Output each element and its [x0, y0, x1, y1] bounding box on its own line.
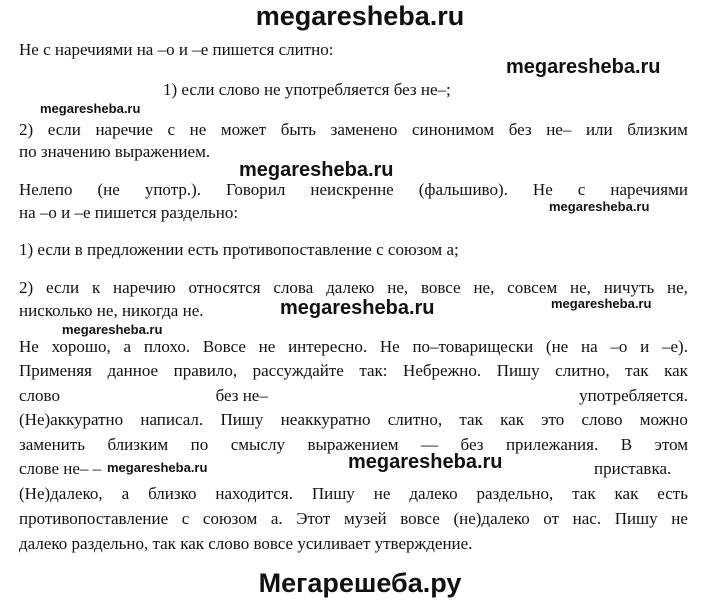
watermark: megaresheba.ru — [506, 56, 661, 78]
text-line: по значению выражением. — [19, 142, 211, 161]
text-line: далеко раздельно, так как слово вовсе усиливает утверждение. — [19, 534, 473, 553]
text-line: 2) если к наречию относятся слова далеко не, вовсе не, совсем не, ничуть не, — [19, 278, 688, 297]
text-line: нисколько не, никогда не. — [19, 301, 204, 320]
watermark: megaresheba.ru — [40, 101, 141, 116]
watermark: megaresheba.ru — [239, 159, 394, 181]
text-line: (Не)аккуратно написал. Пишу неаккуратно слитно, так как это слово можно — [19, 410, 688, 429]
watermark: megaresheba.ru — [551, 296, 652, 311]
text-line: 2) если наречие с не может быть заменено синонимом без не– или близким — [19, 120, 688, 139]
watermark: megaresheba.ru — [348, 451, 503, 473]
text-line: Не с наречиями на –о и –е пишется слитно: — [19, 40, 334, 59]
text-line: 1) если слово не употребляется без не–; — [163, 80, 451, 99]
text-line: противопоставление с союзом а. Этот музей вовсе (не)далеко от нас. Пишу не — [19, 509, 688, 528]
text-line: Применяя данное правило, рассуждайте так: Небрежно. Пишу слитно, так как — [19, 361, 688, 380]
watermark: megaresheba.ru — [107, 460, 208, 475]
text-line: 1) если в предложении есть противопоставление с союзом а; — [19, 240, 459, 259]
watermark: megaresheba.ru — [280, 297, 435, 319]
text-line: на –о и –е пишется раздельно: — [19, 203, 239, 222]
text-line: Не хорошо, а плохо. Вовсе не интересно. Не по–товарищески (не на –о и –е). — [19, 337, 688, 356]
text-line: заменить близким по смыслу выражением — без прилежания. В этом — [19, 435, 688, 454]
text-line: слово без не– употребляется. — [19, 386, 688, 405]
watermark: megaresheba.ru — [62, 322, 163, 337]
site-footer: Мегарешеба.ру — [258, 568, 462, 598]
text-line: Нелепо (не употр.). Говорил неискренне (фальшиво). Не с наречиями — [19, 180, 688, 199]
site-header: megaresheba.ru — [255, 1, 465, 31]
watermark: megaresheba.ru — [549, 199, 650, 214]
text-line: (Не)далеко, а близко находится. Пишу не далеко раздельно, так как есть — [19, 484, 688, 503]
text-line: слове не– – — [19, 459, 102, 478]
text-line: приставка. — [594, 459, 672, 478]
